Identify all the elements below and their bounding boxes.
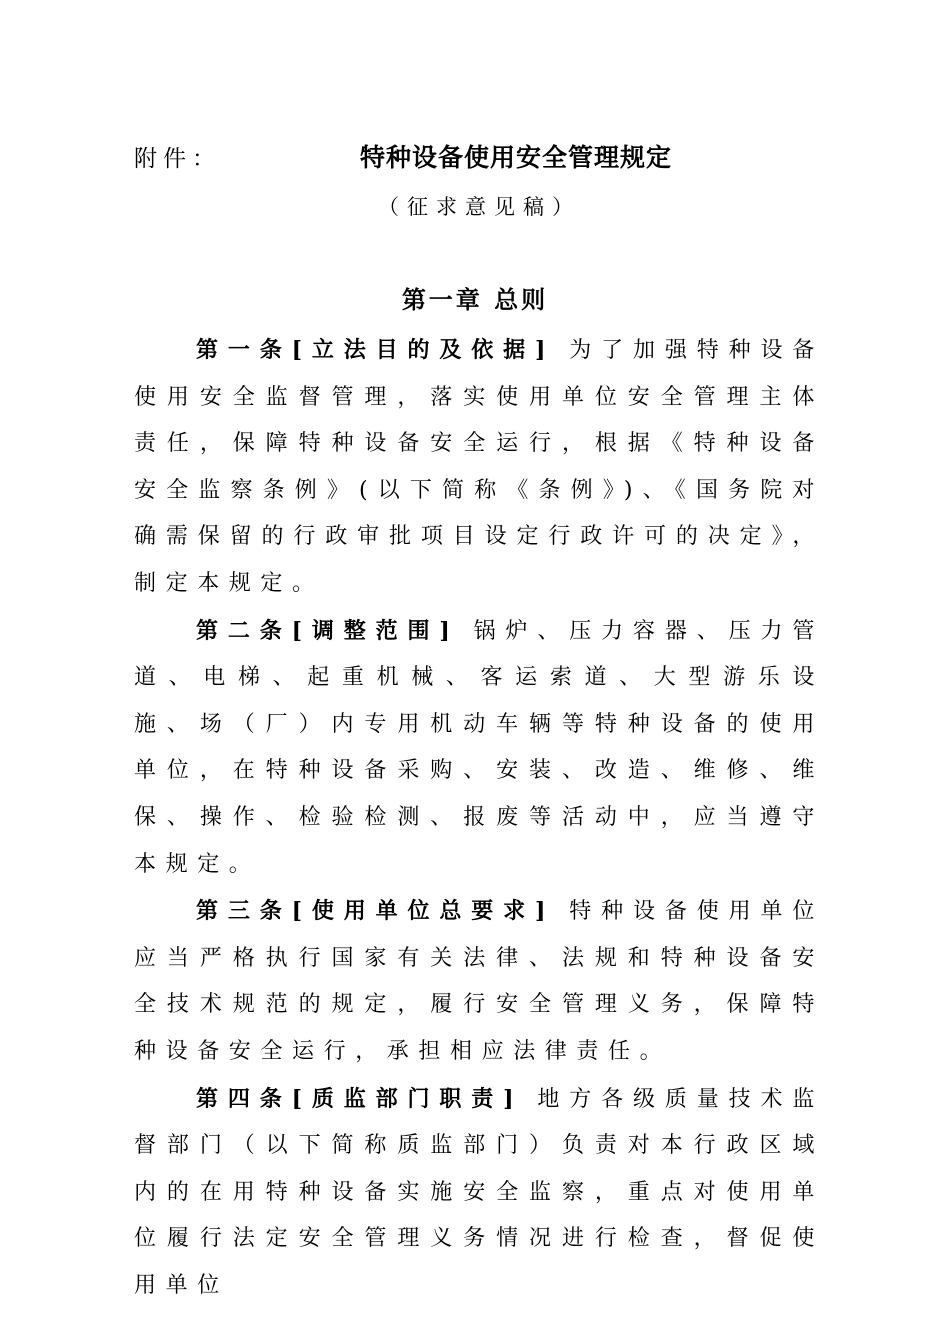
article-text: 特种设备使用单位应当严格执行国家有关法律、法规和特种设备安全技术规范的规定，履行安全管理义务，保障特种设备安全运行，承担相应法律责任。 [134,899,824,1064]
attachment-label: 附件： [134,146,221,172]
article-heading: 第二条[调整范围] [196,617,460,644]
document-title: 特种设备使用安全管理规定 [360,143,673,172]
chapter-title: 第一章 总则 [401,285,549,314]
document-body [134,327,824,1309]
article-heading: 第四条[质监部门职责] [196,1085,524,1112]
article-text: 锅炉、压力容器、压力管道、电梯、起重机械、客运索道、大型游乐设施、场（厂）内专用机动车辆等特种设备的使用单位，在特种设备采购、安装、改造、维修、维保、操作、检验检测、报废等活动中，应当遵守本规定。 [134,618,824,877]
article-1 [134,327,824,608]
article-text: 为了加强特种设备使用安全监督管理，落实使用单位安全管理主体责任，保障特种设备安全运行，根据《特种设备安全监察条例》(以下简称《条例》)、《国务院对确需保留的行政审批项目设定行政许可的决定》，制定本规定。 [134,338,824,596]
article-heading: 第一条[立法目的及依据] [196,337,556,363]
article-2 [134,608,824,889]
article-3 [134,888,824,1075]
article-4 [134,1076,824,1310]
article-text: 地方各级质量技术监督部门（以下简称质监部门）负责对本行政区域内的在用特种设备实施安全监察，重点对使用单位履行法定安全管理义务情况进行检查，督促使用单位 [134,1086,825,1298]
article-heading: 第三条[使用单位总要求] [196,898,556,925]
document-subtitle: （征求意见稿） [378,195,581,219]
